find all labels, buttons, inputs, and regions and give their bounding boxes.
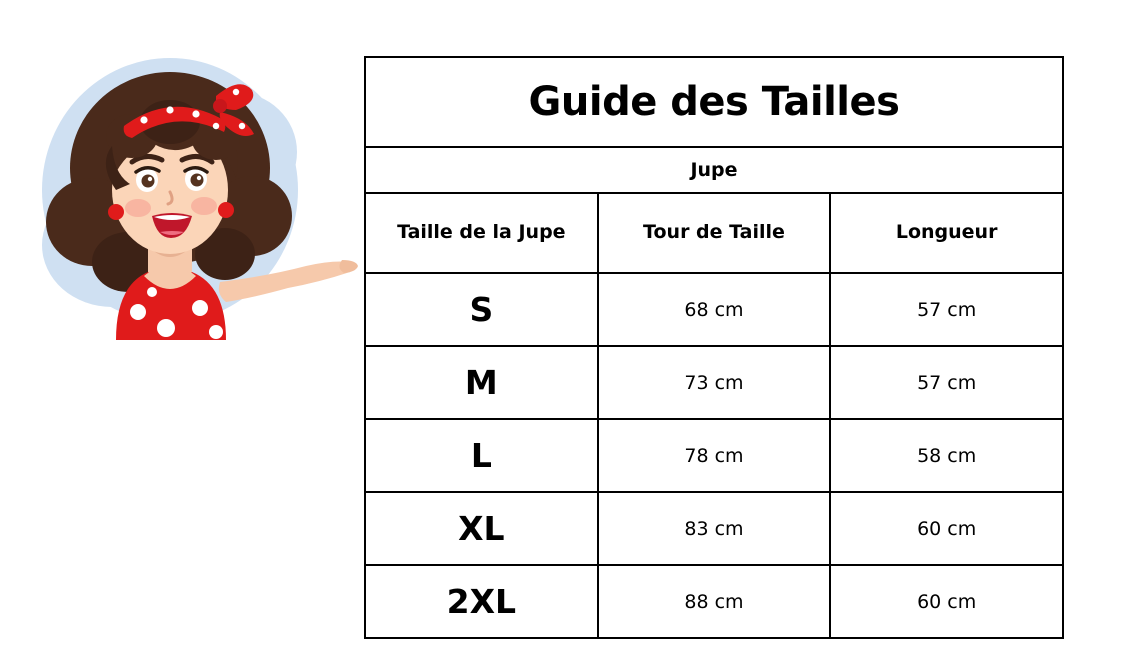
- waist-value: 83 cm: [598, 492, 831, 565]
- size-value: XL: [365, 492, 598, 565]
- length-value: 58 cm: [830, 419, 1063, 492]
- table-row: [365, 273, 1063, 346]
- size-value: 2XL: [365, 565, 598, 638]
- right-earring: [218, 202, 234, 218]
- size-guide-table-container: [364, 56, 1064, 639]
- size-value: S: [365, 273, 598, 346]
- left-earring: [108, 204, 124, 220]
- waist-value: 78 cm: [598, 419, 831, 492]
- length-value: 57 cm: [830, 273, 1063, 346]
- column-header-waist: Tour de Taille: [598, 193, 831, 273]
- waist-value: 68 cm: [598, 273, 831, 346]
- waist-value: 88 cm: [598, 565, 831, 638]
- page-title: Guide des Tailles: [365, 57, 1063, 147]
- pinup-woman-graphic: [20, 40, 360, 340]
- length-value: 60 cm: [830, 492, 1063, 565]
- pinup-woman-illustration: [20, 40, 360, 340]
- column-header-length: Longueur: [830, 193, 1063, 273]
- size-value: L: [365, 419, 598, 492]
- table-row: [365, 492, 1063, 565]
- table-subtitle-row: [365, 147, 1063, 193]
- table-row: [365, 419, 1063, 492]
- waist-value: 73 cm: [598, 346, 831, 419]
- table-row: [365, 346, 1063, 419]
- table-row: [365, 565, 1063, 638]
- table-title-row: [365, 57, 1063, 147]
- table-header-row: [365, 193, 1063, 273]
- column-header-size: Taille de la Jupe: [365, 193, 598, 273]
- size-value: M: [365, 346, 598, 419]
- garment-type-label: Jupe: [365, 147, 1063, 193]
- size-guide-table: [364, 56, 1064, 639]
- length-value: 60 cm: [830, 565, 1063, 638]
- length-value: 57 cm: [830, 346, 1063, 419]
